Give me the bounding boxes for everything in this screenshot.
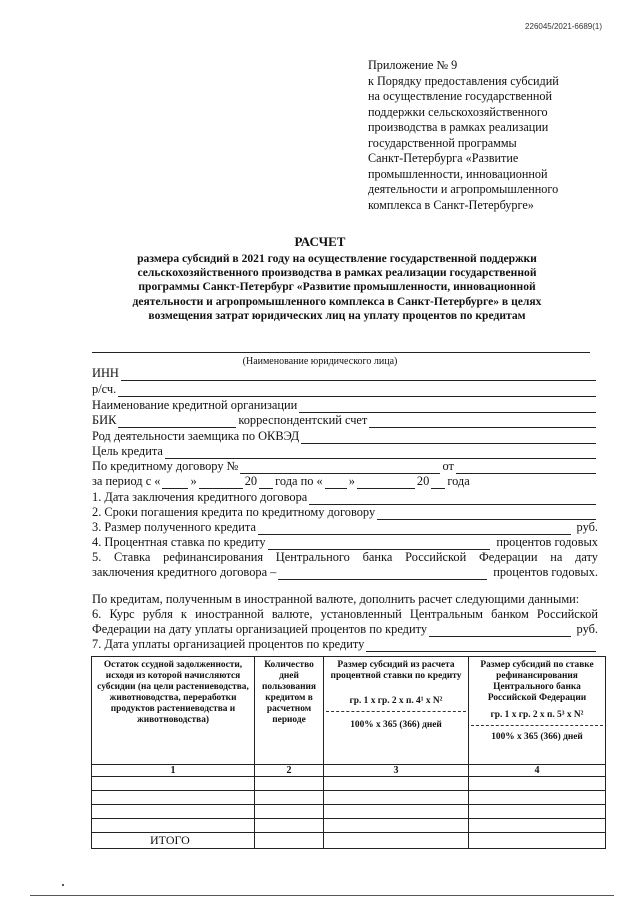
interest-rate-field[interactable] <box>268 538 491 550</box>
contract-date-field[interactable] <box>309 493 596 505</box>
table-cell[interactable] <box>469 833 606 849</box>
footnote-divider <box>30 895 614 896</box>
credit-amount-field[interactable] <box>258 523 571 535</box>
item1-label: 1. Дата заключения кредитного договора <box>92 490 308 504</box>
corr-account-field[interactable] <box>369 416 596 428</box>
period-start-year-field[interactable] <box>259 477 273 489</box>
period-year-prefix: 20 <box>244 474 258 488</box>
period-end-day-field[interactable] <box>325 477 347 489</box>
col4-formula: гр. 1 x гр. 2 x п. 5³ x N² <box>471 710 603 726</box>
total-label: ИТОГО <box>92 833 255 849</box>
bik-field[interactable] <box>118 416 236 428</box>
item6-label: Федерации на дату уплаты организацией процентов по кредиту <box>92 622 428 636</box>
table-row <box>92 777 606 791</box>
period-year-prefix: 20 <box>416 474 430 488</box>
document-subtitle <box>84 252 590 323</box>
corr-account-label: корреспондентский счет <box>238 413 368 427</box>
bank-field[interactable] <box>299 401 596 413</box>
item2-label: 2. Сроки погашения кредита по кредитному договору <box>92 505 376 519</box>
account-row <box>92 382 598 397</box>
document-number: 226045/2021-6689(1) <box>525 22 602 31</box>
table-cell[interactable] <box>469 805 606 819</box>
period-start-month-field[interactable] <box>199 477 243 489</box>
appendix-line: комплекса в Санкт-Петербурге» <box>368 197 534 212</box>
item5-label: заключения кредитного договора – <box>92 565 277 579</box>
inn-label: ИНН <box>92 366 119 380</box>
okved-row <box>92 429 598 444</box>
document-title: РАСЧЕТ <box>294 234 346 249</box>
subsidy-table <box>91 656 606 849</box>
table-cell[interactable] <box>324 791 469 805</box>
table-cell[interactable] <box>92 791 255 805</box>
item6-row <box>92 622 598 637</box>
table-cell[interactable] <box>92 819 255 833</box>
table-cell[interactable] <box>92 805 255 819</box>
period-quote: » <box>190 474 197 488</box>
item4-label: 4. Процентная ставка по кредиту <box>92 535 266 549</box>
appendix-line: поддержки сельскохозяйственного <box>368 104 548 119</box>
item5-row <box>92 565 598 580</box>
subtitle-line: программы Санкт-Петербург «Развитие промышленности, инновационной <box>138 280 536 294</box>
header-col3 <box>324 657 469 765</box>
item6-line1: 6. Курс рубля к иностранной валюте, установленный Центральным банком Российской <box>92 607 598 621</box>
credit-goal-field[interactable] <box>165 447 596 459</box>
appendix-line: Приложение № 9 <box>368 58 458 72</box>
appendix-line: на осуществление государственной <box>368 89 552 103</box>
table-cell[interactable] <box>255 777 324 791</box>
table-cell[interactable] <box>255 805 324 819</box>
col4-denominator: 100% x 365 (366) дней <box>491 732 583 742</box>
col-number-1: 1 <box>92 765 255 777</box>
subtitle-line: возмещения затрат юридических лиц на уплату процентов по кредитам <box>148 308 526 322</box>
org-name-caption: (Наименование юридического лица) <box>242 356 398 367</box>
bank-row <box>92 398 598 413</box>
rub-label: руб. <box>576 622 598 636</box>
table-cell[interactable] <box>324 833 469 849</box>
table-cell[interactable] <box>255 819 324 833</box>
col3-formula: гр. 1 x гр. 2 x п. 4¹ x N² <box>326 696 466 712</box>
table-cell[interactable] <box>92 777 255 791</box>
subtitle-line: сельскохозяйственного производства в рамках реализации государственной <box>137 266 537 280</box>
repayment-terms-field[interactable] <box>377 508 596 520</box>
appendix-line: государственной программы <box>368 135 517 150</box>
contract-label: По кредитному договору № <box>92 459 239 473</box>
item5-suffix: процентов годовых. <box>493 565 598 579</box>
org-name-field[interactable] <box>92 352 590 353</box>
table-cell[interactable] <box>255 833 324 849</box>
period-row <box>92 474 598 489</box>
appendix-line: Санкт-Петербурга «Развитие <box>368 151 519 165</box>
foreign-currency-note: По кредитам, полученным в иностранной валюте, дополнить расчет следующими данными: <box>92 592 580 606</box>
contract-number-field[interactable] <box>240 462 440 474</box>
header-col4 <box>469 657 606 765</box>
item3-row <box>92 520 598 535</box>
col4-title: Размер субсидий по ставке рефинансирования Центрального банка Российской Федерации <box>480 660 594 703</box>
appendix-line: деятельности и агропромышленного <box>368 182 559 196</box>
table-cell[interactable] <box>324 819 469 833</box>
bik-label: БИК <box>92 413 117 427</box>
subtitle-line: размера субсидий в 2021 году на осуществление государственной поддержки <box>137 252 537 265</box>
payment-date-field[interactable] <box>366 640 596 652</box>
period-to-label: года по « <box>275 474 323 488</box>
item4-suffix: процентов годовых <box>496 535 598 549</box>
table-cell[interactable] <box>324 777 469 791</box>
period-end-year-field[interactable] <box>431 477 445 489</box>
subtitle-line: деятельности и агропромышленного комплекса в Санкт-Петербурге» в целях <box>132 294 542 308</box>
col-number-2: 2 <box>255 765 324 777</box>
refinancing-rate-field[interactable] <box>278 568 487 580</box>
okved-field[interactable] <box>301 432 596 444</box>
credit-goal-label: Цель кредита <box>92 444 163 458</box>
bik-row <box>92 413 598 428</box>
col3-denominator: 100% x 365 (366) дней <box>350 720 442 730</box>
table-row <box>92 819 606 833</box>
appendix-line: производства в рамках реализации <box>368 120 549 134</box>
table-row <box>92 805 606 819</box>
table-row <box>92 791 606 805</box>
inn-row <box>92 366 598 381</box>
item7-label: 7. Дата уплаты организацией процентов по кредиту <box>92 637 365 651</box>
scan-dot <box>62 884 64 886</box>
table-cell[interactable] <box>469 777 606 791</box>
contract-row <box>92 459 598 474</box>
item1-row <box>92 490 598 505</box>
table-cell[interactable] <box>469 791 606 805</box>
item4-row <box>92 535 598 550</box>
table-total-row <box>92 833 606 849</box>
table-cell[interactable] <box>469 819 606 833</box>
period-label: за период с « <box>92 474 161 488</box>
item7-row <box>92 637 598 652</box>
rub-label: руб. <box>576 520 598 534</box>
contract-date-field[interactable] <box>456 462 596 474</box>
credit-goal-row <box>92 444 598 459</box>
table-numbers-row <box>92 765 606 777</box>
period-end-month-field[interactable] <box>357 477 415 489</box>
period-year-label: года <box>447 474 470 488</box>
appendix-line: промышленности, инновационной <box>368 166 548 181</box>
exchange-rate-field[interactable] <box>429 625 570 637</box>
inn-field[interactable] <box>121 369 596 381</box>
table-cell[interactable] <box>255 791 324 805</box>
period-quote: » <box>348 474 355 488</box>
table-header-row <box>92 657 606 765</box>
header-col1: Остаток ссудной задолженности, исходя из которой начисляются субсидии (на цели растениеводства, животноводства, переработки продуктов растениеводства и животноводства) <box>92 657 255 765</box>
header-col2: Количество дней пользования кредитом в расчетном периоде <box>255 657 324 765</box>
period-start-day-field[interactable] <box>162 477 188 489</box>
okved-label: Род деятельности заемщика по ОКВЭД <box>92 429 300 443</box>
appendix-line: к Порядку предоставления субсидий <box>368 73 559 88</box>
contract-from-label: от <box>442 459 454 473</box>
item3-label: 3. Размер полученного кредита <box>92 520 256 534</box>
table-cell[interactable] <box>324 805 469 819</box>
appendix-block <box>368 58 598 213</box>
account-label: р/сч. <box>92 382 117 396</box>
col3-title: Размер субсидий из расчета процентной ставки по кредиту <box>330 660 462 681</box>
account-field[interactable] <box>118 385 596 397</box>
col-number-4: 4 <box>469 765 606 777</box>
bank-label: Наименование кредитной организации <box>92 398 298 412</box>
item2-row <box>92 505 598 520</box>
item5-line1: 5. Ставка рефинансирования Центрального банка Российской Федерации на дату <box>92 550 598 564</box>
col-number-3: 3 <box>324 765 469 777</box>
